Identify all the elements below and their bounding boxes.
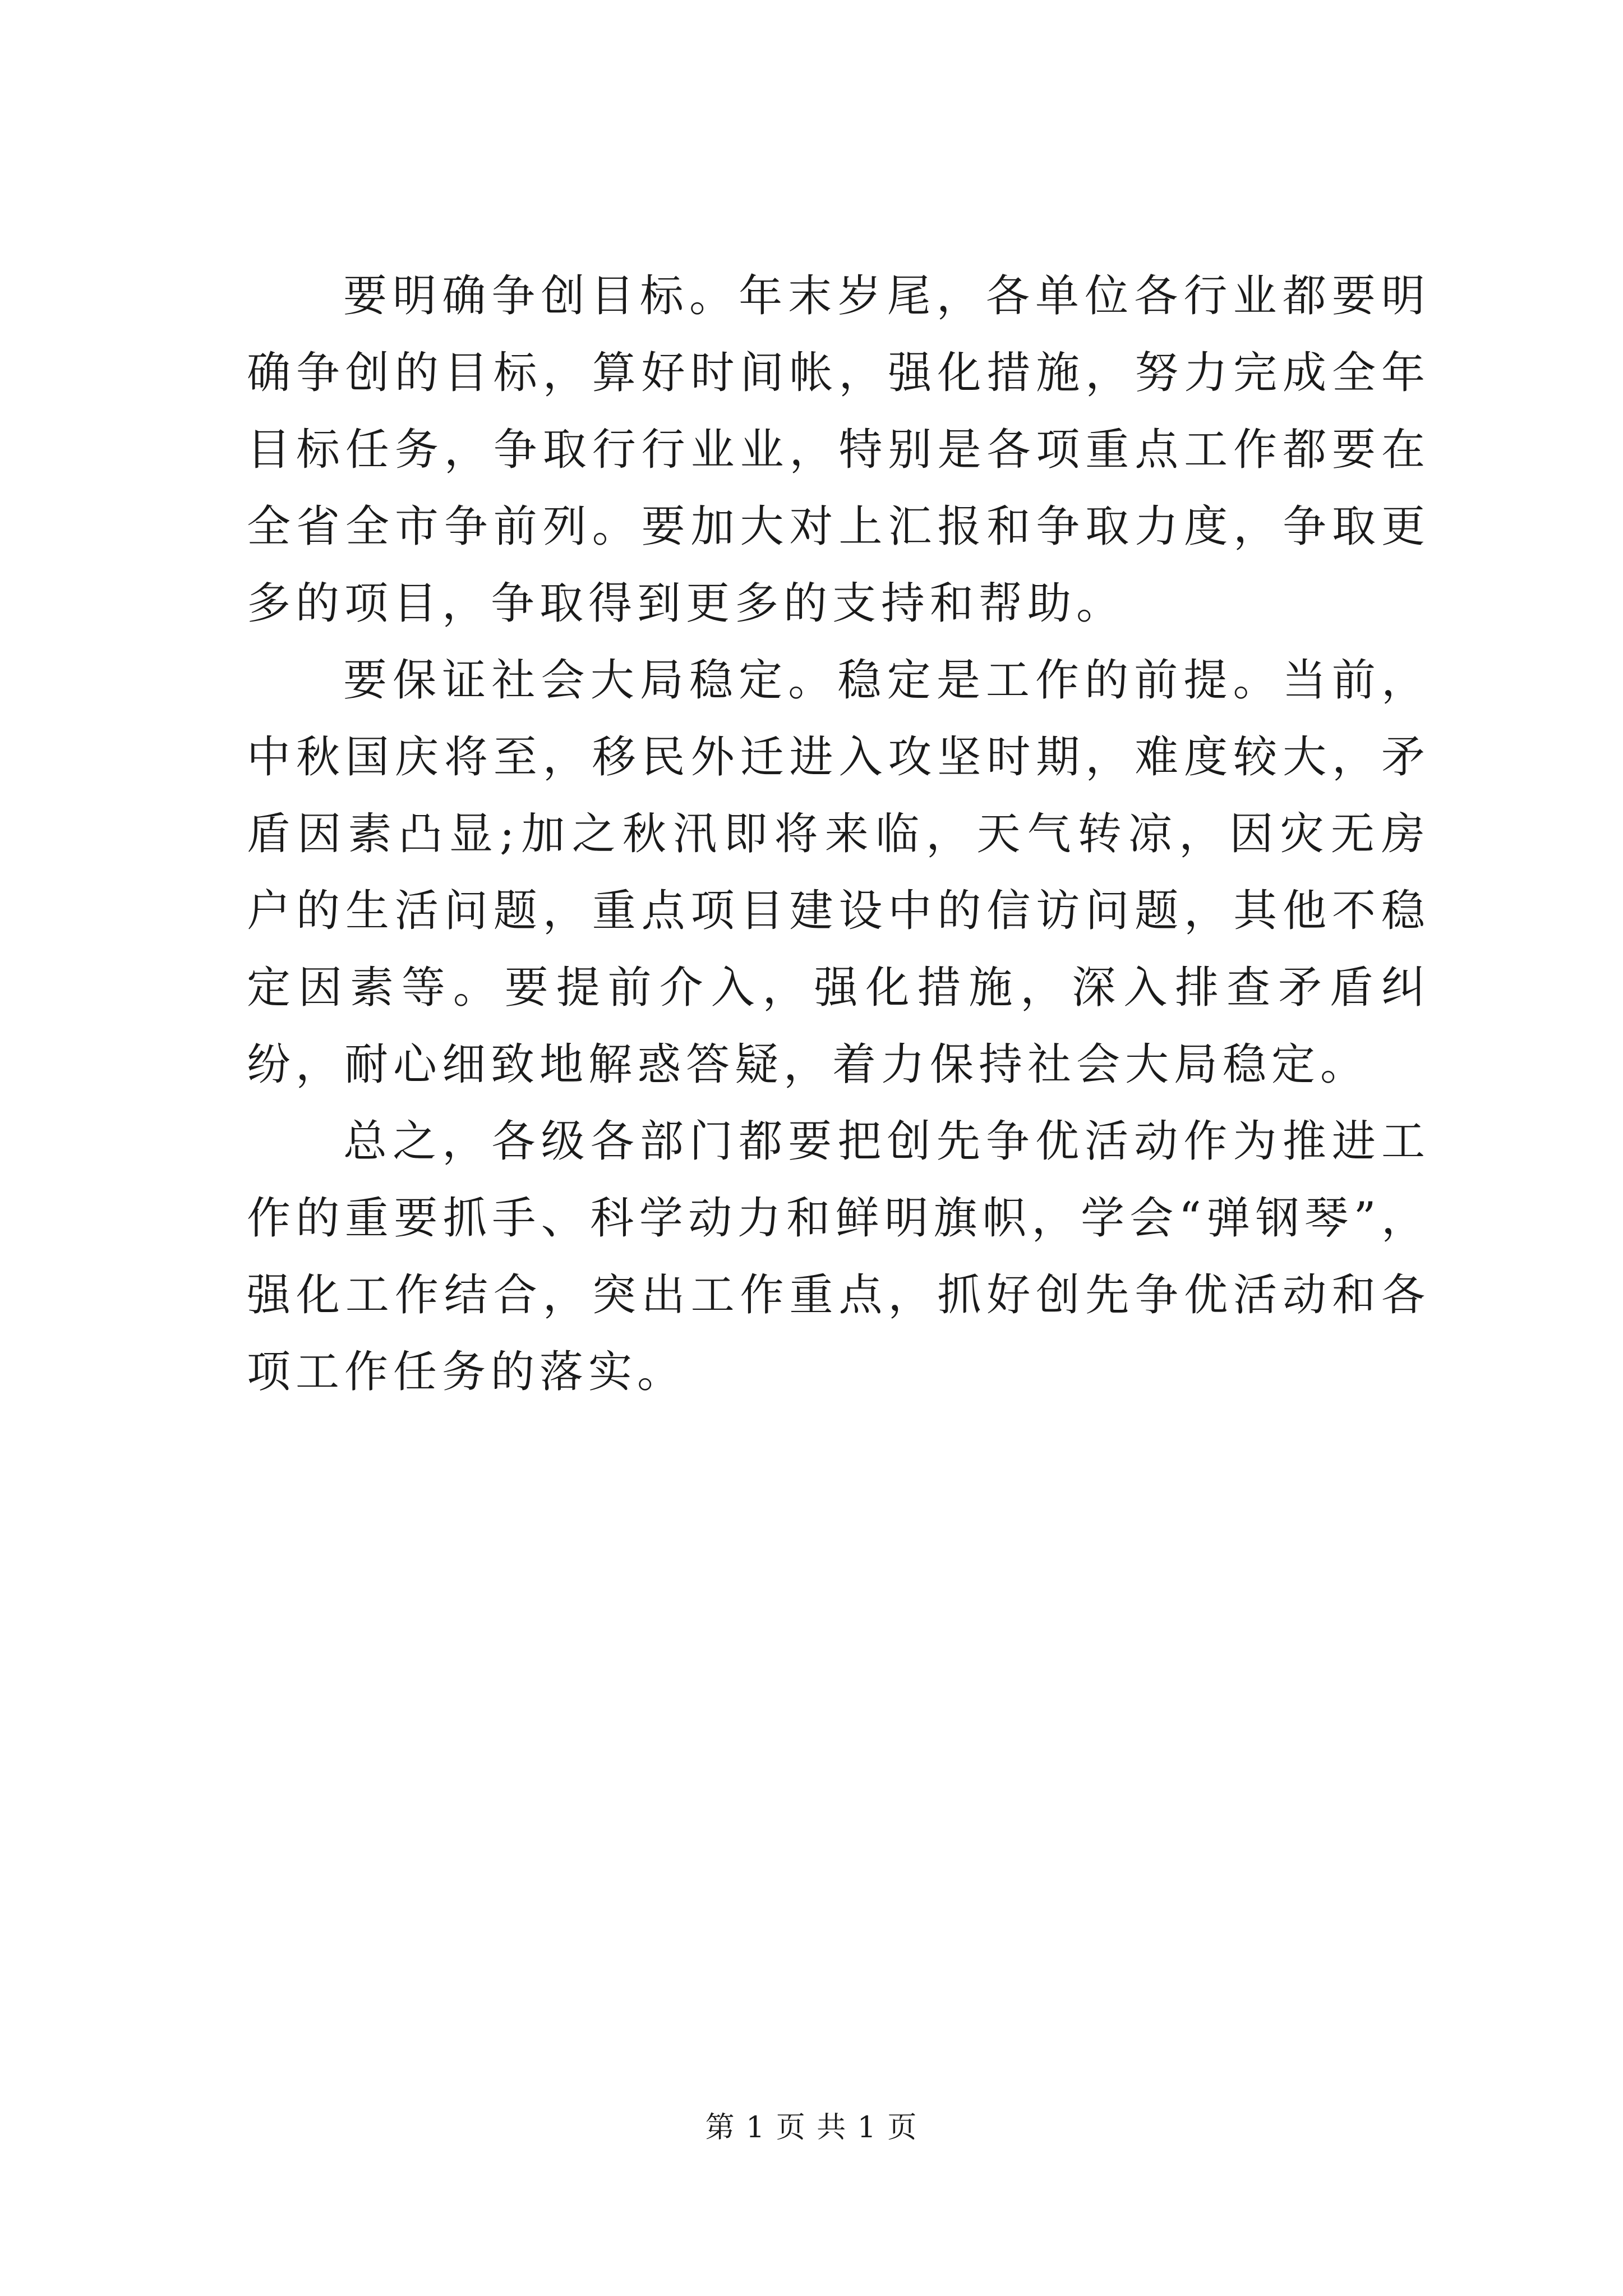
paragraph-summary: 总之，各级各部门都要把创先争优活动作为推进工作的重要抓手、科学动力和鲜明旗帜，学会“弹钢琴”，强化工作结合，突出工作重点，抓好创先争优活动和各项工作任务的落实。 <box>247 1116 1430 1397</box>
paragraph-goals: 要明确争创目标。年末岁尾，各单位各行业都要明确争创的目标，算好时间帐，强化措施，努力完成全年目标任务，争取行行业业，特别是各项重点工作都要在全省全市争前列。要加大对上汇报和争取力度，争取更多的项目，争取得到更多的支持和帮助。 <box>247 271 1430 629</box>
page-footer: 第 1 页 共 1 页 <box>705 2111 918 2145</box>
paragraph-stability: 要保证社会大局稳定。稳定是工作的前提。当前，中秋国庆将至，移民外迁进入攻坚时期，难度较大，矛盾因素凸显;加之秋汛即将来临，天气转凉，因灾无房户的生活问题，重点项目建设中的信访问题，其他不稳定因素等。要提前介入，强化措施，深入排查矛盾纠纷，耐心细致地解惑答疑，着力保持社会大局稳定。 <box>247 655 1430 1090</box>
document-body <box>247 258 1430 1411</box>
